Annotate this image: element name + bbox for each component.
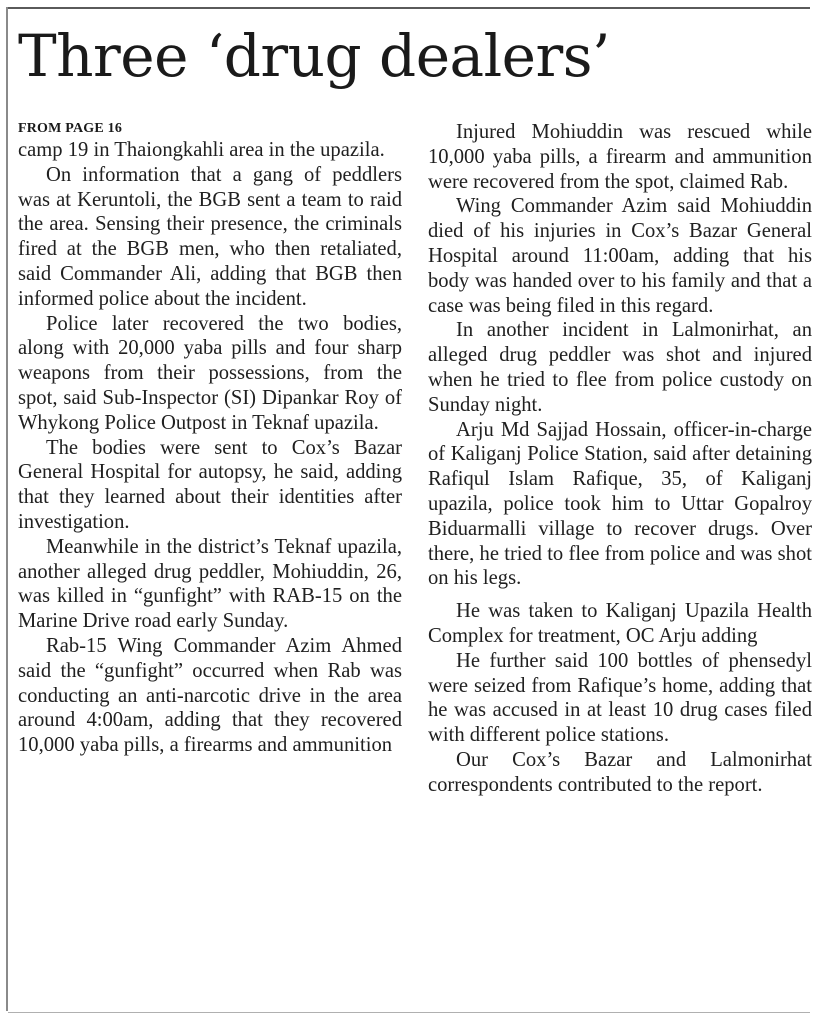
top-rule xyxy=(8,7,810,9)
paragraph: Police later recovered the two bodies, along with 20,000 yaba pills and four sharp weapons from their possessions, from the spot, said Sub-Inspector (SI) Dipankar Roy of Whykong Police Outpost in Teknaf upazila. xyxy=(18,312,402,434)
paragraph: Meanwhile in the district’s Teknaf upazila, another alleged drug peddler, Mohiuddin, 26, was killed in “gunfight” with RAB-15 on the Marine Drive road early Sunday. xyxy=(18,535,402,633)
paragraph: He further said 100 bottles of phensedyl were seized from Rafique’s home, adding that he was accused in at least 10 drug cases filed with different police stations. xyxy=(428,649,812,747)
paragraph: Wing Commander Azim said Mohiuddin died of his injuries in Cox’s Bazar General Hospital around 11:00am, adding that his body was handed over to his family and that a case was being filed in this regard. xyxy=(428,195,812,317)
paragraph: camp 19 in Thaiongkahli area in the upazila. xyxy=(18,139,385,161)
paragraph: In another incident in Lalmonirhat, an alleged drug peddler was shot and injured when he tried to flee from police custody on Sunday night. xyxy=(428,319,812,416)
headline: Three ‘drug dealers’ xyxy=(18,22,610,90)
paragraph: The bodies were sent to Cox’s Bazar General Hospital for autopsy, he said, adding that they learned about their identities after investigation. xyxy=(18,436,402,533)
article-column-right xyxy=(428,120,812,798)
continued-from-kicker: FROM PAGE 16 xyxy=(18,121,123,136)
paragraph: Our Cox’s Bazar and Lalmonirhat correspondents contributed to the report. xyxy=(428,748,812,796)
left-column-rule xyxy=(6,7,8,1011)
paragraph: On information that a gang of peddlers was at Keruntoli, the BGB sent a team to raid the area. Sensing their presence, the criminals fired at the BGB men, who then retaliated, said Commander Ali, adding that BGB then informed police about the incident. xyxy=(18,163,402,310)
paragraph: He was taken to Kaliganj Upazila Health Complex for treatment, OC Arju adding xyxy=(428,600,812,647)
paragraph: Rab-15 Wing Commander Azim Ahmed said the “gunfight” occurred when Rab was conducting an anti-narcotic drive in the area around 4:00am, adding that they recovered 10,000 yaba pills, a firearms and ammunition xyxy=(18,634,402,757)
paragraph: Arju Md Sajjad Hossain, officer-in-charge of Kaliganj Police Station, said after detaining Rafiqul Islam Rafique, 35, of Kaliganj upazila, police took him to Uttar Gopalroy Biduarmalli village to recover drugs. Over there, he tried to flee from police and was shot on his legs. xyxy=(428,418,812,590)
bottom-rule xyxy=(8,1012,810,1013)
article-column-left xyxy=(18,120,402,758)
paragraph: Injured Mohiuddin was rescued while 10,000 yaba pills, a firearm and ammunition were recovered from the spot, claimed Rab. xyxy=(428,121,812,193)
